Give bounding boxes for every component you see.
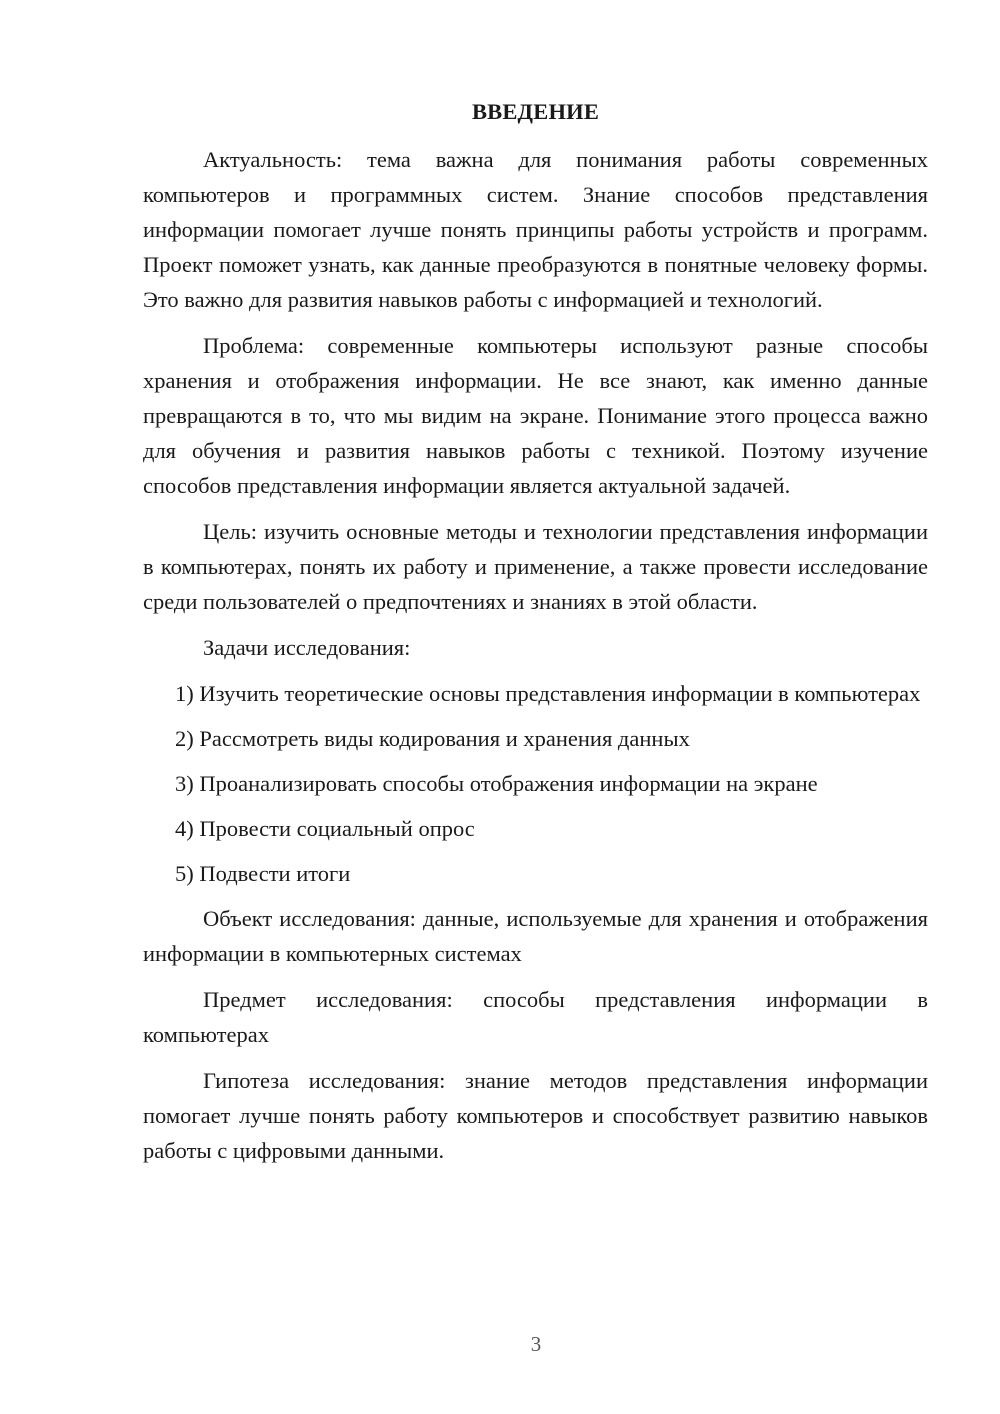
task-item: 3) Проанализировать способы отображения информации на экране	[175, 771, 818, 796]
tasks-heading: Задачи исследования:	[203, 635, 411, 660]
task-item: 4) Провести социальный опрос	[175, 816, 475, 841]
problem-paragraph: Проблема: современные компьютеры используют разные способы хранения и отображения информации. Не все знают, как именно данные превращаются в то, что мы видим на экране. Понимание этого процесса важно для обучения и развития навыков работы с техникой. Поэтому изучение способов представления информации является актуальной задачей.	[143, 333, 928, 498]
section-title: ВВЕДЕНИЕ	[471, 99, 600, 124]
task-item: 1) Изучить теоретические основы представления информации в компьютерах	[175, 681, 921, 706]
hypothesis-paragraph: Гипотеза исследования: знание методов представления информации помогает лучше понять работу компьютеров и способствует развитию навыков работы с цифровыми данными.	[143, 1068, 928, 1163]
subject-paragraph: Предмет исследования: способы представления информации в компьютерах	[143, 987, 928, 1047]
task-item: 2) Рассмотреть виды кодирования и хранения данных	[175, 726, 690, 751]
document-page	[143, 94, 928, 1179]
relevance-paragraph: Актуальность: тема важна для понимания работы современных компьютеров и программных систем. Знание способов представления информации помогает лучше понять принципы работы устройств и программ. Проект поможет узнать, как данные преобразуются в понятные человеку формы. Это важно для развития навыков работы с информацией и технологий.	[143, 147, 928, 312]
page-number: 3	[530, 1332, 542, 1356]
task-item: 5) Подвести итоги	[175, 861, 351, 886]
goal-paragraph: Цель: изучить основные методы и технологии представления информации в компьютерах, понять их работу и применение, а также провести исследование среди пользователей о предпочтениях и знаниях в этой области.	[143, 519, 928, 614]
tasks-list	[143, 676, 928, 891]
object-paragraph: Объект исследования: данные, используемые для хранения и отображения информации в компьютерных системах	[143, 906, 928, 966]
